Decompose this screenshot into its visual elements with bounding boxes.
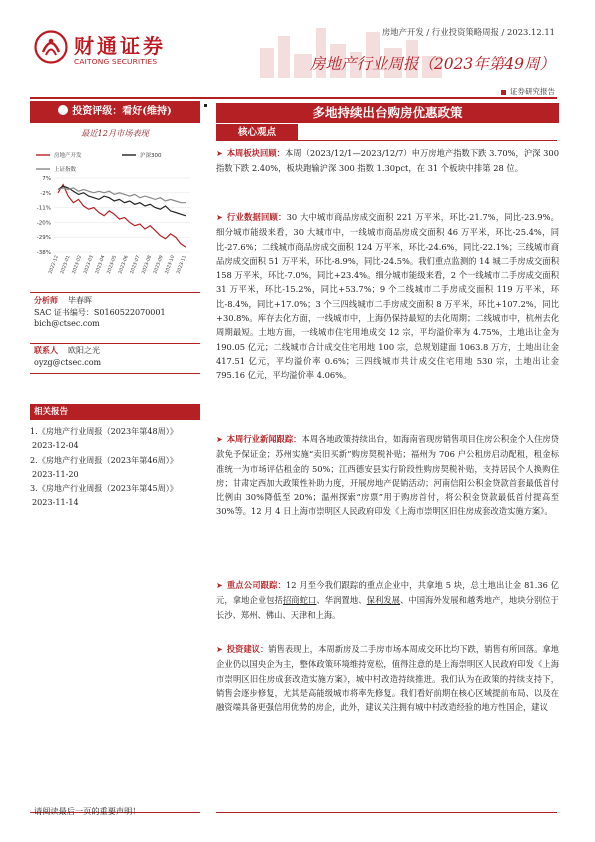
- arrow-bullet-icon: ➤: [216, 581, 223, 590]
- core-divider: [216, 140, 557, 141]
- contact-name: 欧阳之光: [68, 346, 100, 355]
- company-logo: [34, 26, 184, 76]
- company-link[interactable]: 招商蛇口: [282, 595, 317, 606]
- x-tick-label: 2023-11: [176, 254, 188, 275]
- investment-advice-paragraph: [216, 642, 559, 714]
- report-tag: [501, 86, 555, 97]
- related-reports-list: [30, 424, 206, 510]
- report-info: 房地产开发 / 行业投资策略周报 / 2023.12.11: [381, 27, 555, 37]
- related-report-date: 2023-11-14: [32, 497, 79, 508]
- x-tick-label: 2023-01: [60, 254, 72, 275]
- legend-label: 上证指数: [54, 167, 77, 173]
- x-tick-label: 2023-02: [71, 254, 84, 275]
- analyst-line: [34, 295, 200, 307]
- x-tick-label: 2023-06: [118, 254, 130, 275]
- paragraph-text: 30 大中城市商品房成交面积 221 万平米，环比-21.7%，同比-23.9%。细分城市能级来看，30 大城市中，一线城市商品房成交面积 46 万平米，环比-25.4%，同比-27.6%；二线城市商品房成交面积 124 万平米，环比-24.6%，同比-22.1%；三线城市商品房成交面积 51 万平米，环比-8.9%，同比-24.5%。我们重点监测的 14 城二手房成交面积 158 万平米，环比-7.0%，同比+23.4%。细分城市能级来看，2 个一线城市二手房成交面积 31 万平米，环比-15.2%，同比+53.7%；9 个二线城市二手房成交面积 119 万平米，环比-8.4%，同比+17.0%；3 个三四线城市二手房成交面积 8 万平米，环比+107.2%，同比+30.8%。库存去化方面，一线城市中，上海仍保持最短的去化周期；二线城市中，杭州去化周期最短。土地方面，一线城市住宅用地成交 12 宗，平均溢价率为 4.75%，土地出让金为 190.05 亿元；二线城市合计成交住宅用地 100 宗，总规划建面 1063.8 万方，土地出让金 417.51 亿元，平均溢价率 0.6%；三四线城市共计成交住宅用地 530 宗，土地出让金 795.16 亿元，平均溢价率 4.06%。: [216, 212, 559, 381]
- contact-email[interactable]: oyzg@ctsec.com: [34, 357, 102, 367]
- divider: [30, 292, 200, 293]
- legend-label: 沪深300: [140, 153, 162, 159]
- logo-en-text: CAITONG SECURITIES: [74, 57, 158, 66]
- y-tick-label: -2%: [40, 190, 51, 197]
- paragraph-text: 、华润置地、: [316, 595, 367, 606]
- x-tick-label: 2023-04: [95, 254, 107, 275]
- paragraph-text: 销售表现上，本周新房及二手房市场本周成交环比均下跌，销售有所回落。拿地企业仍以国央企为主，整体政策环境维持宽松，值得注意的是上海崇明区人民政府印发《上海市崇明区旧住房成套改造实施方案》，城中村改造持续推进。我们认为在政策的持续支持下，销售会逐步修复，尤其是高能级城市将率先修复。我们看好前期在核心区域提前布局、以及在融资端具备更强信用优势的房企，此外，建议关注拥有城中村改造经验的地方性国企，建议: [216, 644, 559, 713]
- divider: [216, 812, 557, 813]
- logo-emblem-icon: [34, 30, 68, 64]
- paragraph-label: 本周行业新闻跟踪：: [226, 434, 302, 444]
- contact-line: [34, 345, 200, 357]
- related-report-date: 2023-12-04: [32, 440, 79, 451]
- legend-label: 房地产开发: [54, 153, 82, 159]
- related-report-title[interactable]: 2.《房地产行业周报（2023年第46周）》: [30, 454, 178, 465]
- core-view-tab: 核心观点: [216, 124, 298, 141]
- arrow-bullet-icon: ➤: [216, 213, 223, 222]
- divider: [30, 373, 200, 374]
- company-tracking-paragraph: [216, 578, 559, 622]
- analyst-sac: SAC 证书编号：S0160522070001: [34, 307, 166, 317]
- analyst-role: 分析师: [34, 295, 58, 305]
- x-tick-label: 2023-05: [106, 254, 119, 275]
- y-tick-label: -20%: [36, 220, 51, 227]
- related-report-date: 2023-11-20: [32, 468, 79, 479]
- industry-news-paragraph: [216, 432, 559, 519]
- paragraph-text: 、中国海外发展和越秀地产，地块分别位于长沙、郑州、佛山、天津和上海。: [216, 595, 559, 620]
- x-tick-label: 2023-10: [164, 254, 177, 275]
- company-link[interactable]: 保利发展: [366, 595, 401, 606]
- weekly-review-paragraph: [216, 146, 559, 176]
- rating-badge: [30, 101, 200, 123]
- paragraph-label: 本周板块回顾：: [226, 148, 285, 158]
- rating-icon: [58, 105, 68, 115]
- chart-caption: 最近12月市场表现: [81, 128, 149, 138]
- industry-data-paragraph: [216, 210, 559, 383]
- paragraph-label: 投资建议：: [226, 644, 269, 654]
- contact-role: 联系人: [34, 345, 58, 355]
- paragraph-label: 行业数据回顾：: [226, 212, 287, 222]
- y-tick-label: 7%: [42, 176, 51, 182]
- rating-text: 投资评级：看好(维持): [72, 106, 172, 117]
- x-tick-label: 2023-09: [153, 254, 165, 275]
- analyst-name: 毕春晖: [68, 296, 92, 305]
- x-tick-label: 2023-07: [130, 254, 142, 275]
- paragraph-text: 12 月至今我们跟踪的重点企业中，共拿地 5 块，总土地出让金 81.36 亿元，拿地企业包括: [216, 580, 559, 606]
- header-divider: [30, 97, 557, 99]
- square-bullet-icon: [501, 90, 506, 95]
- report-title: 房地产行业周报（2023年第49周）: [309, 55, 555, 73]
- analyst-block: [34, 295, 200, 330]
- arrow-bullet-icon: ➤: [216, 149, 223, 158]
- arrow-bullet-icon: ➤: [216, 435, 223, 444]
- y-tick-label: -29%: [36, 235, 51, 242]
- paragraph-label: 重点公司跟踪：: [226, 580, 286, 590]
- market-performance-chart: [30, 144, 200, 284]
- arrow-bullet-icon: ➤: [216, 645, 223, 654]
- footer-note: 请阅读最后一页的重要声明！: [34, 806, 141, 816]
- analyst-email[interactable]: bich@ctsec.com: [34, 319, 100, 329]
- paragraph-text: 本周各地政策持续出台，如海南省现房销售项目住房公积金个人住房贷款免予保证金；苏州实施“卖旧买新”购房契税补贴；福州为 706 户公租房启动配租，租金标准统一为市场评估租金的 50%；江西德安县实行阶段性购房契税补贴，支持居民个人换购住房；甘肃定西加大政策性补助力度，开展房地产促销活动；河南信阳公积金贷款首套最低首付比例由 30%降低至 20%；温州探索“房票”用于购房首付，将公积金贷款最低首付提高至 30%等。12 月 4 日上海市崇明区人民政府印发《上海市崇明区旧住房成套改造实施方案》。: [216, 434, 559, 517]
- paragraph-text: 本周（2023/12/1—2023/12/7）申万房地产指数下跌 3.70%，沪深 300 指数下跌 2.40%，板块跑输沪深 300 指数 1.30pct，在 31 个板块中排第 28 位。: [216, 148, 559, 174]
- related-reports-header: 相关报告: [30, 404, 200, 420]
- x-tick-label: 2023-08: [141, 254, 153, 275]
- x-tick-label: 2023-03: [83, 254, 95, 275]
- logo-cn-text: 财通证券: [74, 34, 166, 58]
- related-report-title[interactable]: 3.《房地产行业周报（2023年第45周）》: [30, 483, 178, 494]
- chart-svg: [30, 144, 200, 284]
- divider: [30, 343, 200, 344]
- x-tick-label: 2022-12: [48, 254, 60, 275]
- dot-marker: [204, 104, 207, 107]
- report-tag-text: 证券研究报告: [510, 87, 555, 96]
- y-tick-label: -38%: [36, 250, 51, 256]
- main-title: 多地持续出台购房优惠政策: [216, 103, 559, 123]
- contact-block: [34, 345, 200, 368]
- y-tick-label: -11%: [36, 205, 51, 212]
- related-report-title[interactable]: 1.《房地产行业周报（2023年第48周）》: [30, 426, 178, 436]
